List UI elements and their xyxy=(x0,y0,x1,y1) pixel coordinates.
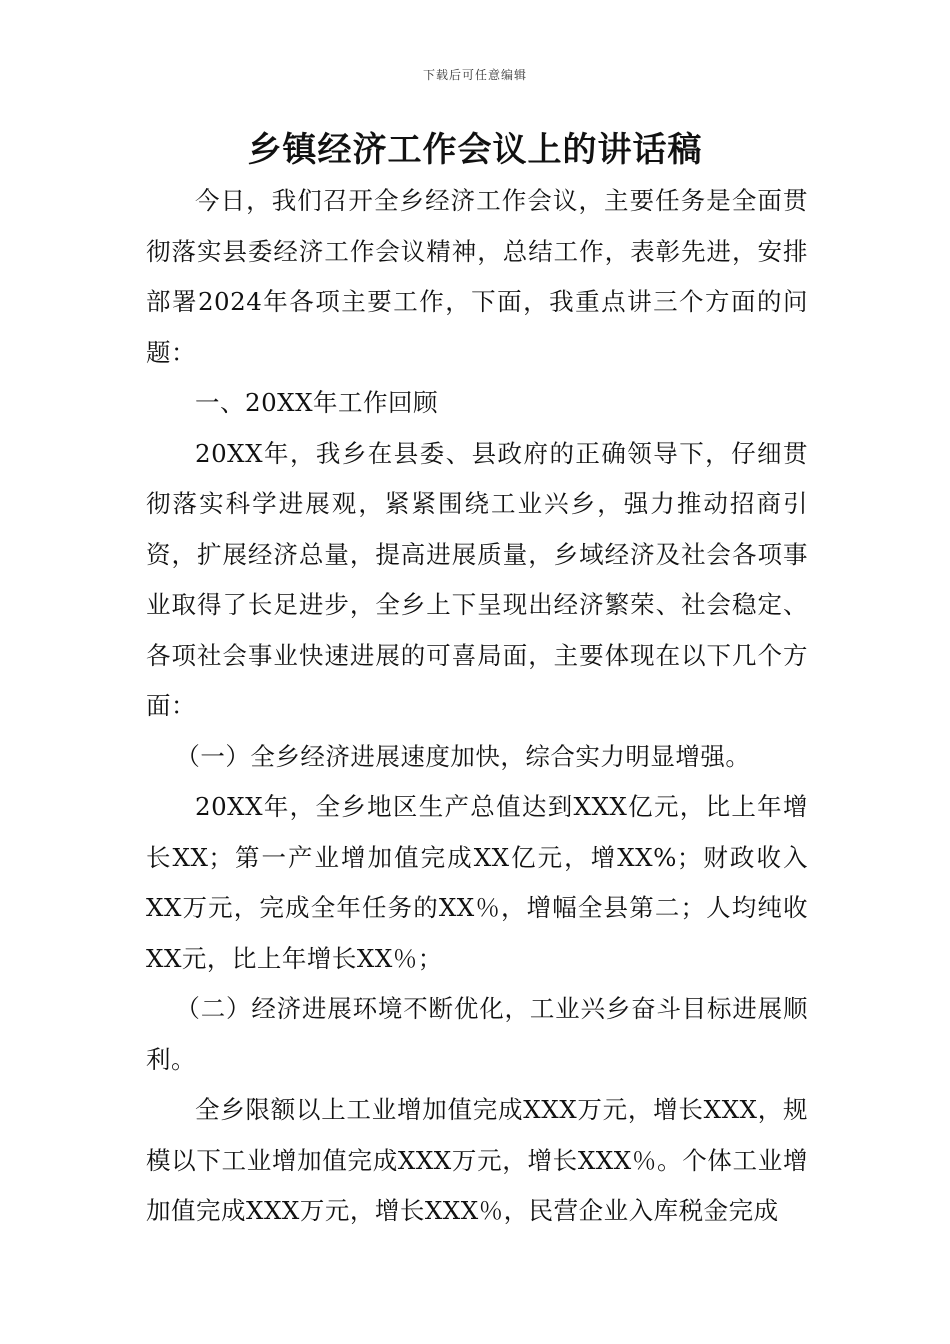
header-note: 下载后可任意编辑 xyxy=(422,68,527,82)
document-body xyxy=(146,176,808,1237)
section-heading-review: 一、20XX年工作回顾 xyxy=(195,388,439,417)
subheading-economy: （一）全乡经济进展速度加快，综合实力明显增强。 xyxy=(175,741,751,771)
paragraph-intro: 今日，我们召开全乡经济工作会议，主要任务是全面贯彻落实县委经济工作会议精神，总结工作，表彰先进，安排部署2024年各项主要工作，下面，我重点讲三个方面的问题： xyxy=(146,186,808,367)
paragraph-economy: 20XX年，全乡地区生产总值达到XXX亿元，比上年增长XX；第一产业增加值完成XX亿元，增XX%；财政收入XX万元，完成全年任务的XX％，增幅全县第二；人均纯收XX元，比上年增长XX％； xyxy=(146,792,808,973)
paragraph-industry: 全乡限额以上工业增加值完成XXX万元，增长XXX，规模以下工业增加值完成XXX万元，增长XXX％。个体工业增加值完成XXX万元，增长XXX％，民营企业入库税金完成 xyxy=(146,1095,808,1225)
subheading-environment: （二）经济进展环境不断优化，工业兴乡奋斗目标进展顺利。 xyxy=(146,994,808,1074)
paragraph-review: 20XX年，我乡在县委、县政府的正确领导下，仔细贯彻落实科学进展观，紧紧围绕工业兴乡，强力推动招商引资，扩展经济总量，提高进展质量，乡域经济及社会各项事业取得了长足进步，全乡上下呈现出经济繁荣、社会稳定、各项社会事业快速进展的可喜局面，主要体现在以下几个方面： xyxy=(146,438,808,720)
document-title: 乡镇经济工作会议上的讲话稿 xyxy=(247,130,703,170)
